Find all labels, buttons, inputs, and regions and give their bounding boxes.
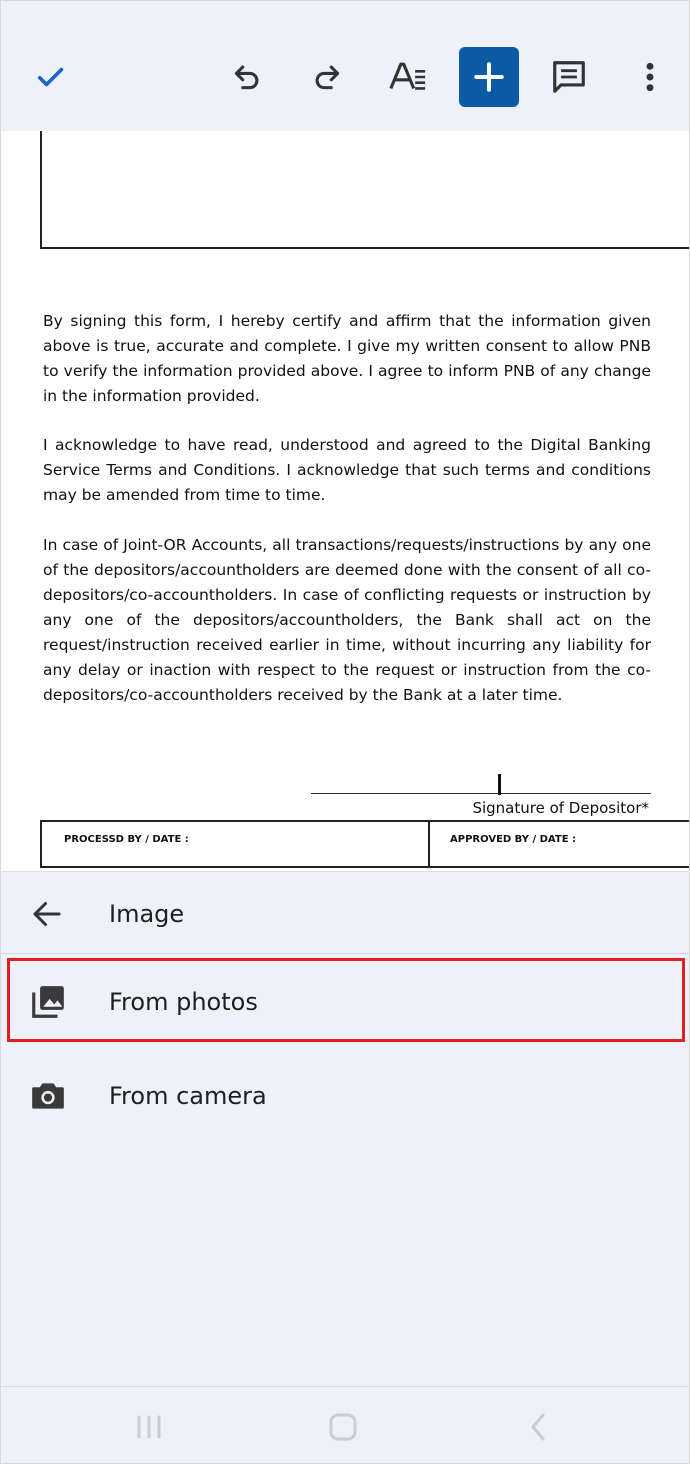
from-photos-option[interactable] xyxy=(1,958,690,1048)
signature-label: Signature of Depositor* xyxy=(472,799,649,817)
insert-image-sheet xyxy=(1,871,690,1386)
joint-accounts-paragraph: In case of Joint-OR Accounts, all transactions/requests/instructions by any one of the depositors/accountholders are deemed done with the consent of all co-depositors/co-accountholders. In case of conflicting requests or instruction by any one of the depositors/accountholders, the Bank shall act on the request/instruction received earlier in time, without incurring any liability for any delay or inaction with respect to the request or instruction from the co-depositors/co-accountholders received by the Bank at a later time. xyxy=(43,536,651,704)
table-divider xyxy=(428,822,430,868)
plus-icon xyxy=(472,60,506,94)
document-canvas[interactable] xyxy=(1,131,690,871)
from-photos-label: From photos xyxy=(109,988,258,1016)
home-icon[interactable] xyxy=(323,1409,363,1445)
comment-icon[interactable] xyxy=(539,47,599,107)
text-format-icon[interactable] xyxy=(378,47,438,107)
terms-paragraph: I acknowledge to have read, understood and agreed to the Digital Banking Service Terms and Conditions. I acknowledge that such terms and conditions may be amended from time to time. xyxy=(43,436,651,504)
processed-by-label: PROCESSD BY / DATE : xyxy=(64,834,189,845)
processing-table xyxy=(40,820,690,868)
redo-icon[interactable] xyxy=(297,47,357,107)
editor-toolbar xyxy=(1,1,690,131)
photo-library-icon xyxy=(29,983,67,1021)
system-nav-bar xyxy=(1,1386,690,1464)
nav-back-icon[interactable] xyxy=(519,1409,559,1445)
from-camera-label: From camera xyxy=(109,1082,267,1110)
approved-by-label: APPROVED BY / DATE : xyxy=(450,834,577,845)
insert-plus-button[interactable] xyxy=(459,47,519,107)
sheet-header xyxy=(1,872,690,954)
check-icon[interactable] xyxy=(21,47,81,107)
from-camera-option[interactable] xyxy=(1,1052,690,1142)
sheet-title: Image xyxy=(109,900,185,928)
recents-icon[interactable] xyxy=(129,1409,169,1445)
signature-line xyxy=(311,793,651,794)
undo-icon[interactable] xyxy=(217,47,277,107)
text-cursor xyxy=(498,774,501,795)
form-box xyxy=(40,131,690,249)
more-vert-icon[interactable] xyxy=(620,47,680,107)
camera-icon xyxy=(29,1077,67,1115)
consent-paragraph: By signing this form, I hereby certify and affirm that the information given above is true, accurate and complete. I give my written consent to allow PNB to verify the information provided above. I agree to inform PNB of any change in the information provided. xyxy=(43,312,651,405)
arrow-back-icon[interactable] xyxy=(29,896,65,932)
